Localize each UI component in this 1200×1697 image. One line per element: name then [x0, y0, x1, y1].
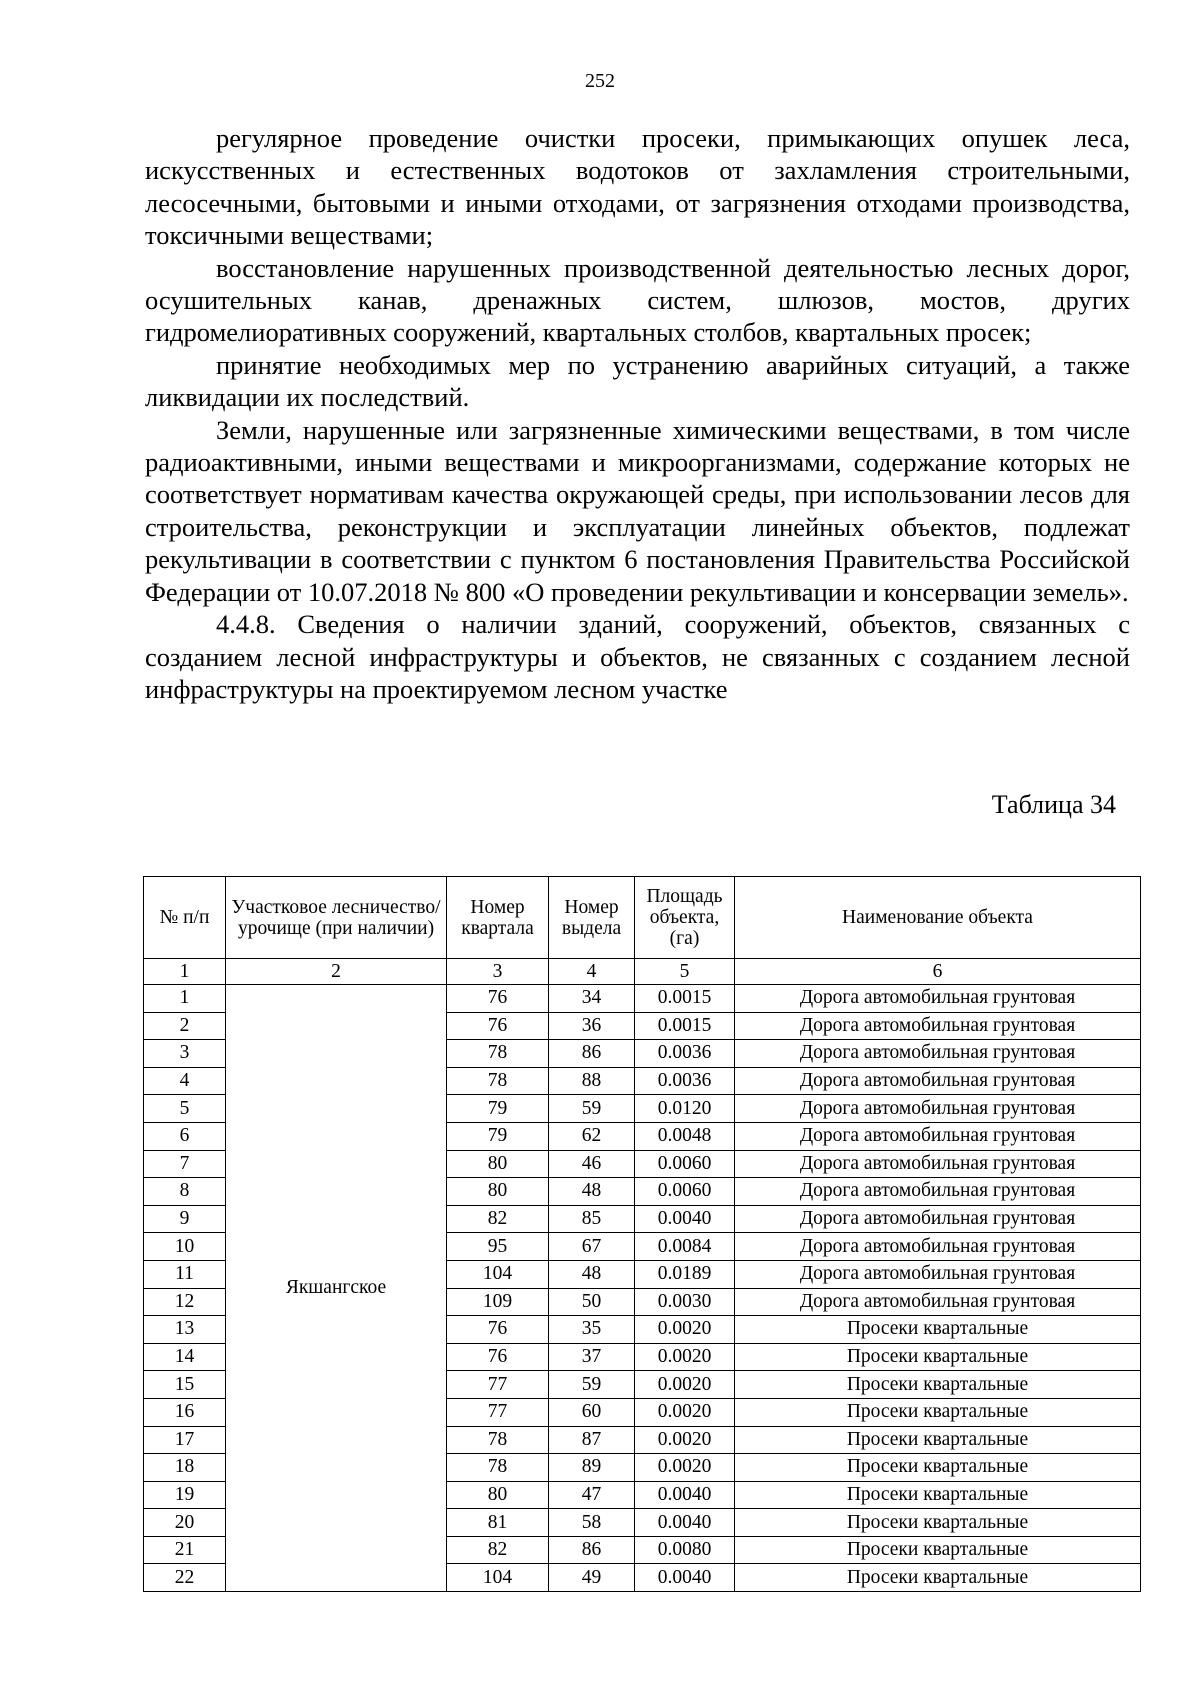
- row-number-cell: 7: [144, 1150, 226, 1178]
- area-cell: 0.0036: [635, 1067, 735, 1095]
- object-name-cell: Просеки квартальные: [735, 1426, 1141, 1454]
- object-name-cell: Дорога автомобильная грунтовая: [735, 1150, 1141, 1178]
- table-caption: Таблица 34: [991, 790, 1116, 819]
- allotment-cell: 89: [549, 1454, 635, 1482]
- allotment-cell: 86: [549, 1536, 635, 1564]
- column-number: 2: [226, 959, 447, 985]
- object-name-cell: Просеки квартальные: [735, 1564, 1141, 1592]
- quarter-cell: 79: [447, 1095, 549, 1123]
- area-cell: 0.0015: [635, 985, 735, 1013]
- body-text: [145, 122, 1130, 705]
- row-number-cell: 22: [144, 1564, 226, 1592]
- allotment-cell: 67: [549, 1233, 635, 1261]
- row-number-cell: 3: [144, 1040, 226, 1068]
- area-cell: 0.0020: [635, 1316, 735, 1344]
- paragraph: принятие необходимых мер по устранению аварийных ситуаций, а также ликвидации их последствий.: [145, 349, 1130, 413]
- column-header: Номер квартала: [447, 877, 549, 959]
- quarter-cell: 76: [447, 1012, 549, 1040]
- quarter-cell: 104: [447, 1564, 549, 1592]
- column-header: Наименование объекта: [735, 877, 1141, 959]
- column-number-row: [144, 959, 1141, 985]
- area-cell: 0.0036: [635, 1040, 735, 1068]
- allotment-cell: 37: [549, 1343, 635, 1371]
- area-cell: 0.0048: [635, 1122, 735, 1150]
- section-heading-paragraph: 4.4.8. Сведения о наличии зданий, сооружений, объектов, связанных с созданием лесной инфраструктуры и объектов, не связанных с созданием лесной инфраструктуры на проектируемом лесном участке: [145, 609, 1130, 704]
- area-cell: 0.0060: [635, 1178, 735, 1206]
- column-header: Площадь объекта, (га): [635, 877, 735, 959]
- column-header: № п/п: [144, 877, 226, 959]
- quarter-cell: 109: [447, 1288, 549, 1316]
- area-cell: 0.0040: [635, 1205, 735, 1233]
- allotment-cell: 47: [549, 1481, 635, 1509]
- quarter-cell: 76: [447, 1316, 549, 1344]
- object-name-cell: Дорога автомобильная грунтовая: [735, 1012, 1141, 1040]
- allotment-cell: 88: [549, 1067, 635, 1095]
- object-name-cell: Дорога автомобильная грунтовая: [735, 1178, 1141, 1206]
- row-number-cell: 14: [144, 1343, 226, 1371]
- allotment-cell: 60: [549, 1398, 635, 1426]
- allotment-cell: 48: [549, 1260, 635, 1288]
- area-cell: 0.0020: [635, 1343, 735, 1371]
- table-header-row: [144, 877, 1141, 959]
- object-name-cell: Дорога автомобильная грунтовая: [735, 1233, 1141, 1261]
- area-cell: 0.0189: [635, 1260, 735, 1288]
- object-name-cell: Дорога автомобильная грунтовая: [735, 1122, 1141, 1150]
- quarter-cell: 80: [447, 1481, 549, 1509]
- allotment-cell: 59: [549, 1095, 635, 1123]
- row-number-cell: 18: [144, 1454, 226, 1482]
- allotment-cell: 35: [549, 1316, 635, 1344]
- object-name-cell: Просеки квартальные: [735, 1481, 1141, 1509]
- paragraph: регулярное проведение очистки просеки, примыкающих опушек леса, искусственных и естественных водотоков от захламления строительными, лесосечными, бытовыми и иными отходами, от загрязнения отходами производства, токсичными веществами;: [145, 123, 1130, 251]
- allotment-cell: 48: [549, 1178, 635, 1206]
- column-number: 5: [635, 959, 735, 985]
- allotment-cell: 86: [549, 1040, 635, 1068]
- column-number: 3: [447, 959, 549, 985]
- area-cell: 0.0040: [635, 1564, 735, 1592]
- object-name-cell: Просеки квартальные: [735, 1536, 1141, 1564]
- area-cell: 0.0030: [635, 1288, 735, 1316]
- row-number-cell: 4: [144, 1067, 226, 1095]
- allotment-cell: 59: [549, 1371, 635, 1399]
- quarter-cell: 77: [447, 1398, 549, 1426]
- quarter-cell: 78: [447, 1426, 549, 1454]
- allotment-cell: 34: [549, 985, 635, 1013]
- object-name-cell: Дорога автомобильная грунтовая: [735, 1067, 1141, 1095]
- column-header: Участковое лесничество/урочище (при наличии): [226, 877, 447, 959]
- row-number-cell: 17: [144, 1426, 226, 1454]
- quarter-cell: 80: [447, 1150, 549, 1178]
- area-cell: 0.0020: [635, 1454, 735, 1482]
- quarter-cell: 104: [447, 1260, 549, 1288]
- row-number-cell: 9: [144, 1205, 226, 1233]
- allotment-cell: 36: [549, 1012, 635, 1040]
- object-name-cell: Дорога автомобильная грунтовая: [735, 1260, 1141, 1288]
- object-name-cell: Дорога автомобильная грунтовая: [735, 1205, 1141, 1233]
- area-cell: 0.0080: [635, 1536, 735, 1564]
- row-number-cell: 5: [144, 1095, 226, 1123]
- quarter-cell: 78: [447, 1067, 549, 1095]
- column-header: Номер выдела: [549, 877, 635, 959]
- quarter-cell: 80: [447, 1178, 549, 1206]
- quarter-cell: 76: [447, 985, 549, 1013]
- area-cell: 0.0040: [635, 1481, 735, 1509]
- area-cell: 0.0015: [635, 1012, 735, 1040]
- allotment-cell: 87: [549, 1426, 635, 1454]
- row-number-cell: 6: [144, 1122, 226, 1150]
- row-number-cell: 12: [144, 1288, 226, 1316]
- row-number-cell: 15: [144, 1371, 226, 1399]
- row-number-cell: 2: [144, 1012, 226, 1040]
- area-cell: 0.0040: [635, 1509, 735, 1537]
- allotment-cell: 49: [549, 1564, 635, 1592]
- area-cell: 0.0020: [635, 1426, 735, 1454]
- row-number-cell: 16: [144, 1398, 226, 1426]
- row-number-cell: 13: [144, 1316, 226, 1344]
- object-name-cell: Дорога автомобильная грунтовая: [735, 1288, 1141, 1316]
- row-number-cell: 8: [144, 1178, 226, 1206]
- allotment-cell: 46: [549, 1150, 635, 1178]
- quarter-cell: 82: [447, 1205, 549, 1233]
- objects-table: [143, 876, 1141, 1592]
- quarter-cell: 78: [447, 1454, 549, 1482]
- row-number-cell: 20: [144, 1509, 226, 1537]
- table-row: [144, 985, 1141, 1013]
- object-name-cell: Просеки квартальные: [735, 1371, 1141, 1399]
- area-cell: 0.0060: [635, 1150, 735, 1178]
- row-number-cell: 1: [144, 985, 226, 1013]
- object-name-cell: Дорога автомобильная грунтовая: [735, 1095, 1141, 1123]
- object-name-cell: Просеки квартальные: [735, 1398, 1141, 1426]
- paragraph: восстановление нарушенных производственной деятельностью лесных дорог, осушительных канав, дренажных систем, шлюзов, мостов, других гидромелиоративных сооружений, квартальных столбов, квартальных просек;: [145, 252, 1130, 348]
- column-number: 4: [549, 959, 635, 985]
- forestry-cell: Якшангское: [226, 985, 447, 1592]
- quarter-cell: 82: [447, 1536, 549, 1564]
- row-number-cell: 11: [144, 1260, 226, 1288]
- allotment-cell: 62: [549, 1122, 635, 1150]
- row-number-cell: 10: [144, 1233, 226, 1261]
- object-name-cell: Просеки квартальные: [735, 1454, 1141, 1482]
- quarter-cell: 78: [447, 1040, 549, 1068]
- allotment-cell: 85: [549, 1205, 635, 1233]
- quarter-cell: 95: [447, 1233, 549, 1261]
- row-number-cell: 19: [144, 1481, 226, 1509]
- quarter-cell: 76: [447, 1343, 549, 1371]
- allotment-cell: 58: [549, 1509, 635, 1537]
- row-number-cell: 21: [144, 1536, 226, 1564]
- paragraph: Земли, нарушенные или загрязненные химическими веществами, в том числе радиоактивными, иными веществами и микроорганизмами, содержание которых не соответствует нормативам качества окружающей среды, при использовании лесов для строительства, реконструкции и эксплуатации линейных объектов, подлежат рекультивации в соответствии с пунктом 6 постановления Правительства Российской Федерации от 10.07.2018 № 800 «О проведении рекультивации и консервации земель».: [145, 414, 1130, 607]
- area-cell: 0.0084: [635, 1233, 735, 1261]
- object-name-cell: Просеки квартальные: [735, 1343, 1141, 1371]
- column-number: 1: [144, 959, 226, 985]
- quarter-cell: 81: [447, 1509, 549, 1537]
- quarter-cell: 79: [447, 1122, 549, 1150]
- quarter-cell: 77: [447, 1371, 549, 1399]
- object-name-cell: Дорога автомобильная грунтовая: [735, 985, 1141, 1013]
- area-cell: 0.0020: [635, 1371, 735, 1399]
- object-name-cell: Дорога автомобильная грунтовая: [735, 1040, 1141, 1068]
- table-body: [144, 985, 1141, 1592]
- object-name-cell: Просеки квартальные: [735, 1509, 1141, 1537]
- allotment-cell: 50: [549, 1288, 635, 1316]
- object-name-cell: Просеки квартальные: [735, 1316, 1141, 1344]
- area-cell: 0.0020: [635, 1398, 735, 1426]
- page-number: 252: [585, 70, 615, 92]
- column-number: 6: [735, 959, 1141, 985]
- area-cell: 0.0120: [635, 1095, 735, 1123]
